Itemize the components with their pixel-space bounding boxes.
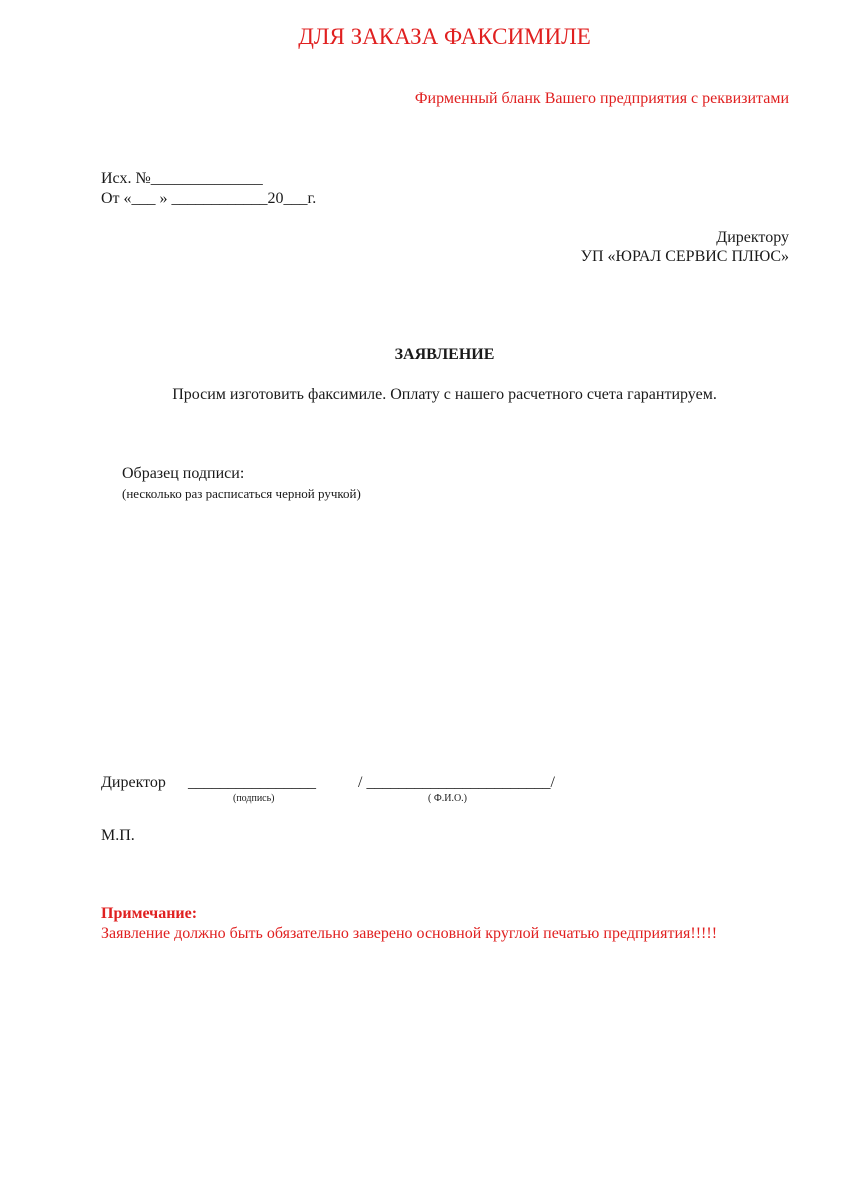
remark-title: Примечание: <box>101 905 198 922</box>
signer-role: Директор <box>101 774 166 791</box>
fio-caption: ( Ф.И.О.) <box>428 793 468 804</box>
document-title: ДЛЯ ЗАКАЗА ФАКСИМИЛЕ <box>298 24 591 49</box>
remark-text: Заявление должно быть обязательно заверено основной круглой печатью предприятия!!!!! <box>101 925 718 942</box>
statement-heading: ЗАЯВЛЕНИЕ <box>394 346 495 363</box>
stamp-place: М.П. <box>101 827 135 844</box>
addressee-company: УП «ЮРАЛ СЕРВИС ПЛЮС» <box>580 248 789 265</box>
addressee-position: Директору <box>716 229 789 246</box>
outgoing-number: Исх. №______________ <box>101 170 263 187</box>
signature-sample-note: (несколько раз расписаться черной ручкой) <box>122 486 361 501</box>
statement-body: Просим изготовить факсимиле. Оплату с нашего расчетного счета гарантируем. <box>172 386 717 403</box>
signature-line: ________________ <box>188 774 316 791</box>
signature-caption: (подпись) <box>233 793 275 804</box>
signature-sample-label: Образец подписи: <box>122 465 245 482</box>
outgoing-date: От «___ » ____________20___г. <box>101 190 317 207</box>
fio-line: / _______________________/ <box>358 774 555 791</box>
letterhead-note: Фирменный бланк Вашего предприятия с реквизитами <box>414 90 789 107</box>
